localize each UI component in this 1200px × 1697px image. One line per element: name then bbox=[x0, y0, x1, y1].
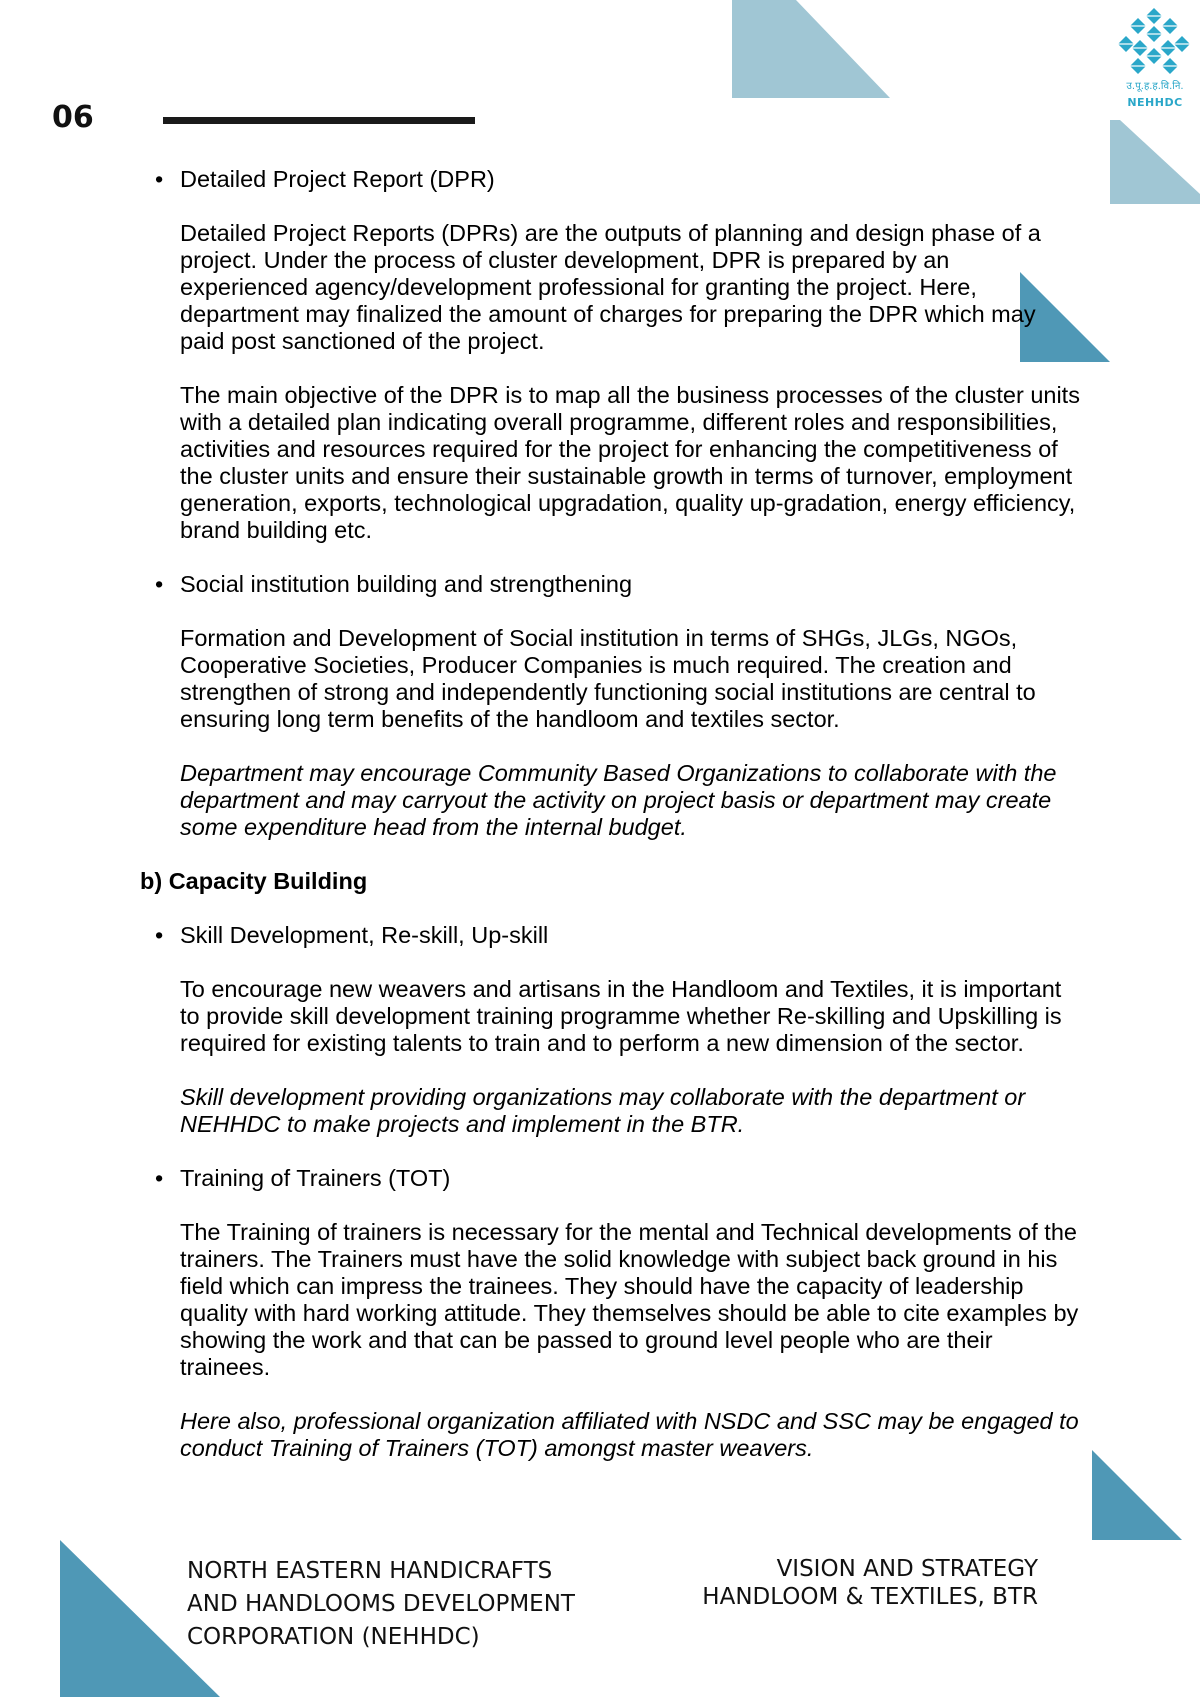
social-paragraph-2: Department may encourage Community Based Organizations to collaborate with the department and may carryout the activity on project basis or department may create some expenditure head from the internal budget. bbox=[180, 760, 1057, 840]
decorative-triangle-right-bottom bbox=[1092, 1450, 1182, 1540]
footer-right-line-2: HANDLOOM & TEXTILES, BTR bbox=[702, 1584, 1038, 1610]
document-body bbox=[140, 166, 1080, 1462]
footer-organization bbox=[187, 1555, 575, 1654]
nehhdc-logo bbox=[1116, 4, 1192, 80]
logo-text: NEHHDC bbox=[1127, 96, 1183, 109]
bullet-social-institution: • Social institution building and strengthening bbox=[140, 571, 1080, 598]
logo-hindi-text: उ.पू.ह.ह.वि.नि. bbox=[1126, 81, 1184, 92]
footer-right-line-1: VISION AND STRATEGY bbox=[776, 1556, 1038, 1582]
page-number: 06 bbox=[52, 100, 94, 135]
footer-title bbox=[702, 1555, 1038, 1611]
decorative-triangle-top bbox=[732, 0, 890, 98]
subheading-capacity-building: b) Capacity Building bbox=[140, 868, 368, 894]
skill-paragraph-2: Skill development providing organizations may collaborate with the department or NEHHDC to make projects and implement in the BTR. bbox=[180, 1084, 1026, 1137]
tot-paragraph-1: The Training of trainers is necessary for the mental and Technical developments of the trainers. The Trainers must have the solid knowledge with subject back ground in his field which can impress the trainees. They should have the capacity of leadership quality with hard working attitude. They themselves should be able to cite examples by showing the work and that can be passed to ground level people who are their trainees. bbox=[180, 1219, 1079, 1380]
bullet-dpr: • Detailed Project Report (DPR) bbox=[140, 166, 1080, 193]
decorative-triangle-right-top bbox=[1110, 120, 1200, 204]
footer-left-line-2: AND HANDLOOMS DEVELOPMENT bbox=[187, 1591, 575, 1617]
dpr-paragraph-2: The main objective of the DPR is to map all the business processes of the cluster units with a detailed plan indicating overall programme, different roles and responsibilities, activities and resources required for the project for enhancing the competitiveness of the cluster units and ensure their sustainable growth in terms of turnover, employment generation, exports, technological upgradation, quality up-gradation, energy efficiency, brand building etc. bbox=[180, 382, 1080, 543]
footer-left-line-3: CORPORATION (NEHHDC) bbox=[187, 1624, 480, 1650]
bullet-training-of-trainers: • Training of Trainers (TOT) bbox=[140, 1165, 1080, 1192]
header-rule bbox=[163, 117, 475, 124]
tot-paragraph-2: Here also, professional organization affiliated with NSDC and SSC may be engaged to conduct Training of Trainers (TOT) amongst master weavers. bbox=[180, 1408, 1079, 1461]
bullet-skill-development: • Skill Development, Re-skill, Up-skill bbox=[140, 922, 1080, 949]
social-paragraph-1: Formation and Development of Social institution in terms of SHGs, JLGs, NGOs, Cooperative Societies, Producer Companies is much required. The creation and strengthen of strong and independently functioning social institutions are central to ensuring long term benefits of the handloom and textiles sector. bbox=[180, 625, 1036, 732]
dpr-paragraph-1: Detailed Project Reports (DPRs) are the outputs of planning and design phase of a project. Under the process of cluster development, DPR is prepared by an experienced agency/development professional for granting the project. Here, department may finalized the amount of charges for preparing the DPR which may paid post sanctioned of the project. bbox=[180, 220, 1041, 354]
footer-left-line-1: NORTH EASTERN HANDICRAFTS bbox=[187, 1558, 553, 1584]
skill-paragraph-1: To encourage new weavers and artisans in the Handloom and Textiles, it is important to provide skill development training programme whether Re-skilling and Upskilling is required for existing talents to train and to perform a new dimension of the sector. bbox=[180, 976, 1062, 1056]
